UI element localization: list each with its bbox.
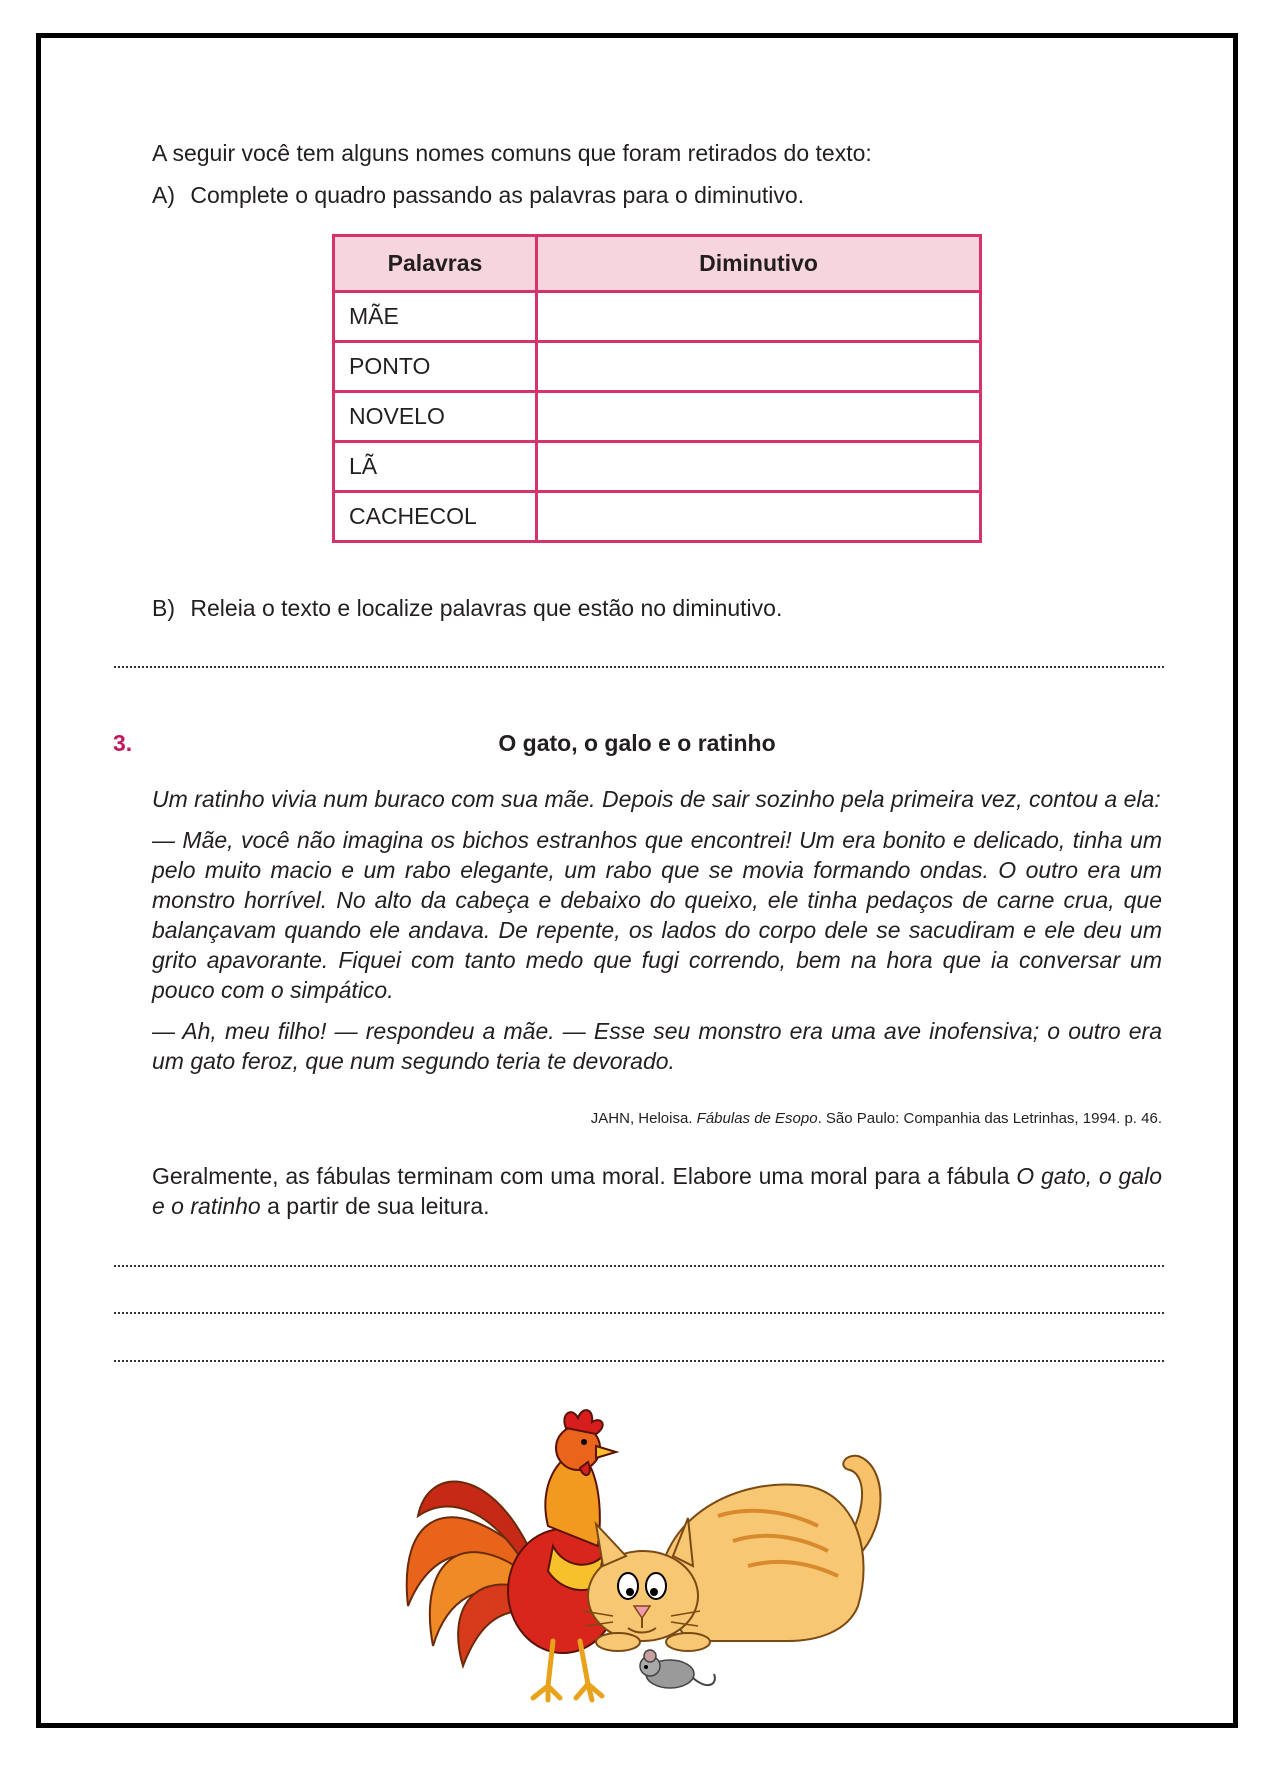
word-cell: PONTO — [334, 342, 537, 392]
answer-line[interactable] — [114, 1312, 1164, 1314]
diminutive-answer-cell[interactable] — [537, 292, 981, 342]
fable-paragraph: — Mãe, você não imagina os bichos estranhos que encontrei! Um era bonito e delicado, tinha um pelo muito macio e um rabo elegante, um rabo que se movia formando ondas. O outro era um monstro horrível. No alto da cabeça e debaixo do queixo, ele tinha pedaços de carne crua, que balançavam quando ele andava. De repente, os lados do corpo dele se sacudiram e ele deu um grito apavorante. Fiquei com tanto medo que fugi correndo, bem na hora que ia conversar um pouco com o simpático. — [152, 827, 1162, 1003]
mouse — [640, 1650, 715, 1688]
table-row — [334, 442, 981, 492]
question-a-label: A) — [152, 182, 175, 208]
diminutive-table — [332, 234, 982, 543]
word-cell: NOVELO — [334, 392, 537, 442]
rooster-cat-mouse-illustration — [388, 1406, 908, 1704]
table-header-row — [334, 236, 981, 292]
fable-paragraph: — Ah, meu filho! — respondeu a mãe. — Esse seu monstro era uma ave inofensiva; o outro era um gato feroz, que num segundo teria te devorado. — [152, 1018, 1162, 1074]
answer-line[interactable] — [114, 1265, 1164, 1267]
question-b — [152, 593, 782, 623]
moral-prompt — [152, 1161, 1162, 1221]
table-row — [334, 392, 981, 442]
moral-prompt-end: a partir de sua leitura. — [260, 1193, 490, 1219]
diminutive-answer-cell[interactable] — [537, 342, 981, 392]
source-details: . São Paulo: Companhia das Letrinhas, 1994. p. 46. — [817, 1110, 1162, 1127]
source-citation — [591, 1110, 1162, 1127]
fable-text — [152, 784, 1162, 1087]
diminutive-answer-cell[interactable] — [537, 492, 981, 542]
answer-line[interactable] — [114, 1360, 1164, 1362]
intro-text: A seguir você tem alguns nomes comuns que foram retirados do texto: — [152, 140, 872, 166]
question-b-text: Releia o texto e localize palavras que estão no diminutivo. — [190, 595, 783, 621]
word-cell: MÃE — [334, 292, 537, 342]
diminutive-answer-cell[interactable] — [537, 392, 981, 442]
header-palavras: Palavras — [334, 236, 537, 292]
question-a — [152, 180, 804, 210]
question-a-text: Complete o quadro passando as palavras para o diminutivo. — [190, 182, 805, 208]
word-cell: LÃ — [334, 442, 537, 492]
moral-prompt-text: Geralmente, as fábulas terminam com uma moral. Elabore uma moral para a fábula — [152, 1163, 1017, 1189]
moral-prompt-title: O gato, o galo e o ratinho — [152, 1163, 1162, 1219]
word-cell: CACHECOL — [334, 492, 537, 542]
diminutive-answer-cell[interactable] — [537, 442, 981, 492]
table-row — [334, 292, 981, 342]
exercise-number: 3. — [113, 730, 133, 756]
table-row — [334, 492, 981, 542]
cat — [583, 1456, 881, 1651]
answer-line[interactable] — [114, 666, 1164, 668]
source-book-title: Fábulas de Esopo — [696, 1110, 818, 1127]
question-b-label: B) — [152, 595, 175, 621]
fable-title: O gato, o galo e o ratinho — [498, 730, 776, 756]
fable-paragraph: Um ratinho vivia num buraco com sua mãe. Depois de sair sozinho pela primeira vez, contou a ela: — [152, 786, 1161, 812]
source-author: JAHN, Heloisa. — [590, 1110, 697, 1127]
table-row — [334, 342, 981, 392]
header-diminutivo: Diminutivo — [537, 236, 981, 292]
